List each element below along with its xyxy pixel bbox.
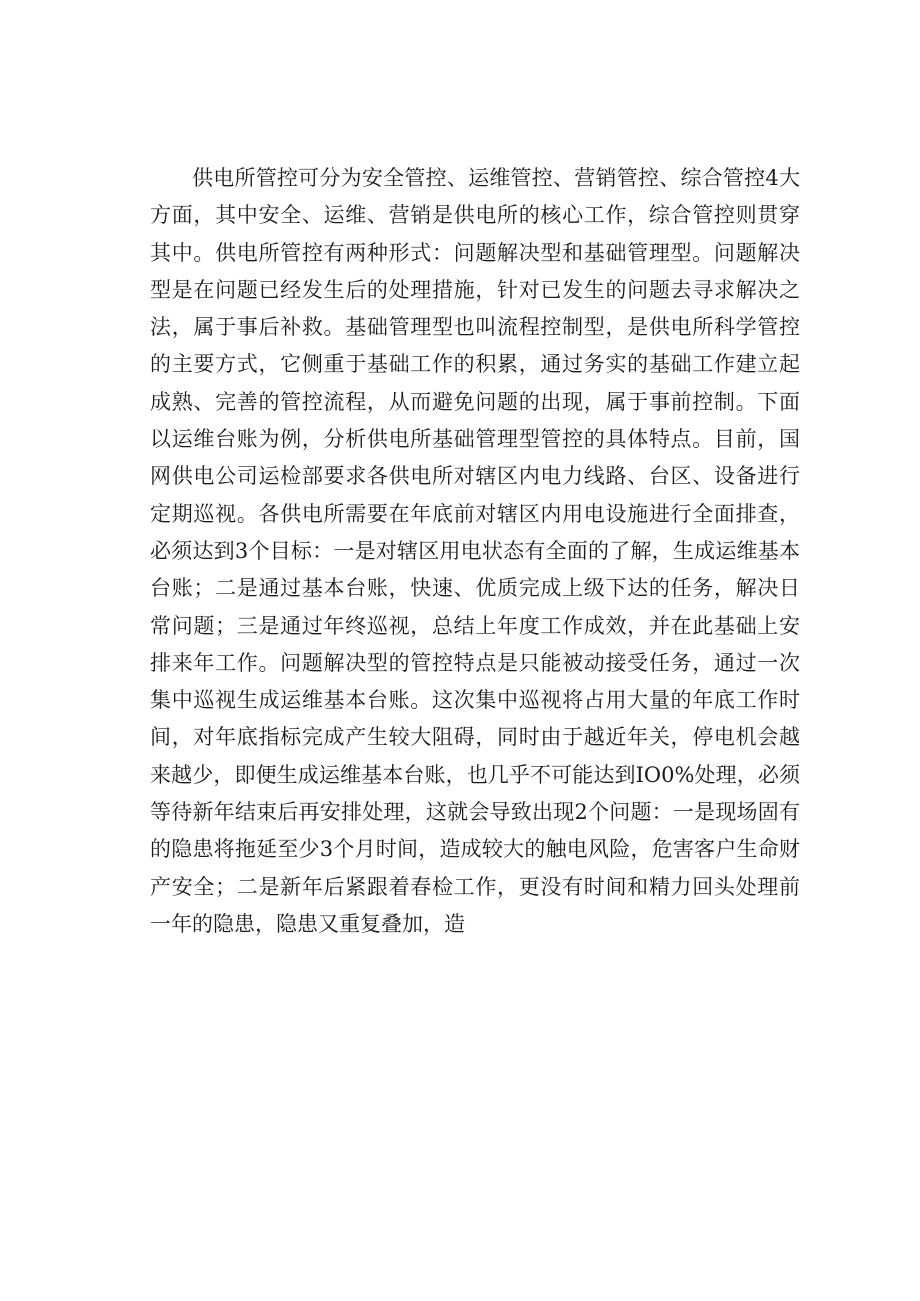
body-paragraph: 供电所管控可分为安全管控、运维管控、营销管控、综合管控4大方面，其中安全、运维、营销是供电所的核心工作，综合管控则贯穿其中。供电所管控有两种形式：问题解决型和基础管理型。问题解决型是在问题已经发生后的处理措施，针对已发生的问题去寻求解决之法，属于事后补救。基础管理型也叫流程控制型，是供电所科学管控的主要方式，它侧重于基础工作的积累，通过务实的基础工作建立起成熟、完善的管控流程，从而避免问题的出现，属于事前控制。下面以运维台账为例，分析供电所基础管理型管控的具体特点。目前，国网供电公司运检部要求各供电所对辖区内电力线路、台区、设备进行定期巡视。各供电所需要在年底前对辖区内用电设施进行全面排查，必须达到3个目标：一是对辖区用电状态有全面的了解，生成运维基本台账；二是通过基本台账，快速、优质完成上级下达的任务，解决日常问题；三是通过年终巡视，总结上年度工作成效，并在此基础上安排来年工作。问题解决型的管控特点是只能被动接受任务，通过一次集中巡视生成运维基本台账。这次集中巡视将占用大量的年底工作时间，对年底指标完成产生较大阻碍，同时由于越近年关，停电机会越来越少，即便生成运维基本台账，也几乎不可能达到IO0%处理，必须等待新年结束后再安排处理，这就会导致出现2个问题：一是现场固有的隐患将拖延至少3个月时间，造成较大的触电风险，危害客户生命财产安全；二是新年后紧跟着春检工作，更没有时间和精力回头处理前一年的隐患，隐患又重复叠加，造 bbox=[150, 166, 800, 936]
